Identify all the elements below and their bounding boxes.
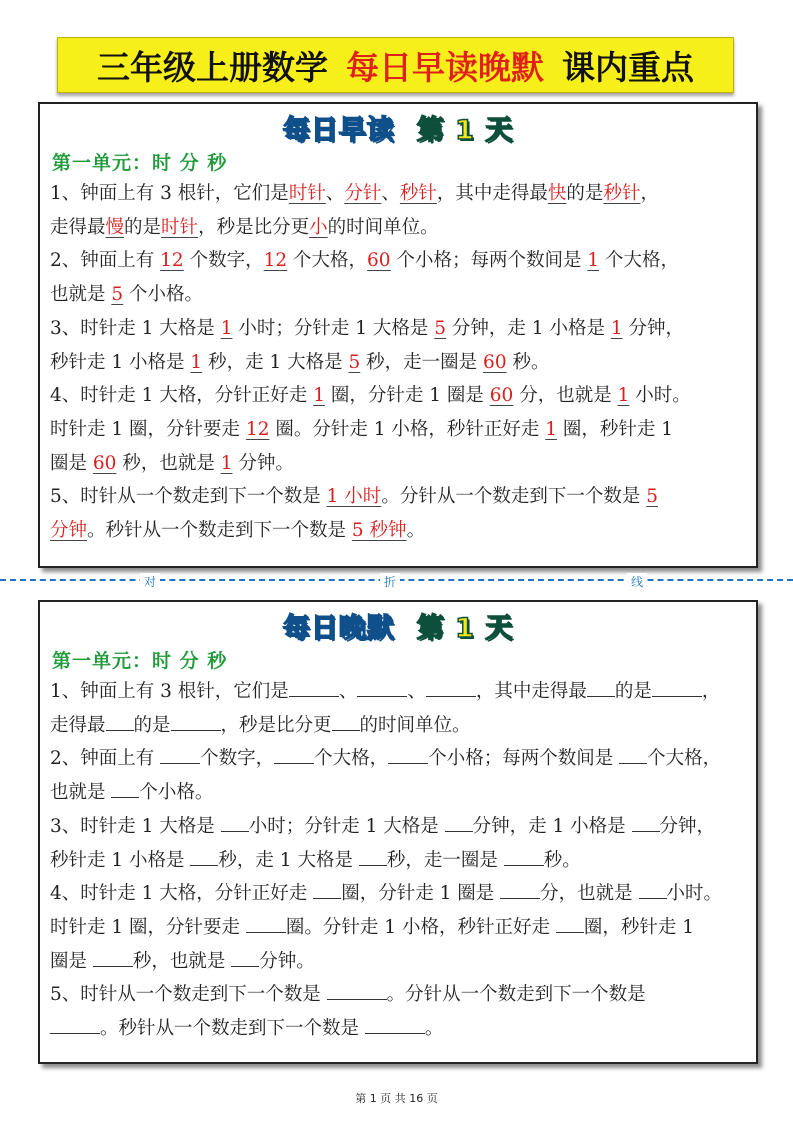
body-text: 、 (338, 681, 358, 702)
answer-text: 60 (92, 452, 117, 474)
body-text: 个小格；每两个数间是 (428, 748, 620, 770)
evening-line (50, 675, 750, 709)
answer-blank (445, 811, 473, 832)
answer-text: 分针 (344, 183, 382, 204)
body-text: 的是 (614, 681, 652, 702)
body-text: 分钟。 (259, 950, 315, 972)
body-text: 小时。 (629, 385, 691, 407)
answer-blank (221, 811, 249, 832)
body-text: 分钟。 (232, 452, 294, 474)
body-text: 2、钟面上有 (50, 250, 161, 272)
morning-box-title (40, 108, 756, 147)
answer-text: 5 (646, 486, 658, 508)
evening-line (50, 776, 750, 810)
answer-text: 1 (190, 351, 203, 373)
body-text: 1、钟面上有 3 根针，它们是 (50, 183, 289, 204)
body-text: 分钟，走 1 小格是 (446, 317, 611, 339)
body-text: 。 (424, 1018, 444, 1040)
body-text: 个小格。 (139, 782, 214, 804)
body-text: 个小格；每两个数间是 (390, 250, 588, 272)
evening-line (50, 945, 750, 979)
body-text: 圈。分针走 1 小格，秒针正好走 (269, 418, 546, 440)
morning-title-main: 每日早读 (282, 115, 395, 146)
answer-text: 5 秒钟 (351, 520, 407, 542)
morning-line (50, 480, 750, 514)
body-text: 圈，分针走 1 圈是 (324, 385, 490, 407)
answer-text: 秒针 (603, 183, 641, 204)
answer-text: 12 (160, 250, 184, 272)
answer-blank (50, 1013, 100, 1034)
answer-blank (500, 878, 540, 899)
body-text: 圈。分针走 1 小格，秒针正好走 (285, 916, 556, 938)
body-text: 。秒针从一个数走到下一个数是 (100, 1018, 365, 1040)
page-footer: 第 1 页 共 16 页 (355, 1092, 438, 1105)
body-text: 、 (325, 183, 345, 204)
body-text: 小时。 (666, 883, 723, 905)
body-text: 个小格。 (123, 284, 204, 306)
answer-text: 1 (587, 250, 600, 272)
answer-text: 60 (489, 385, 514, 407)
body-text: 秒针走 1 小格是 (50, 351, 191, 373)
body-text: 5、时针从一个数走到下一个数是 (50, 984, 327, 1006)
morning-line (50, 312, 750, 346)
body-text: 。秒针从一个数走到下一个数是 (87, 520, 352, 542)
answer-blank (274, 743, 314, 764)
body-text: 的是 (124, 216, 162, 238)
answer-blank (171, 710, 221, 731)
body-text: 个大格， (287, 250, 368, 272)
evening-line (50, 709, 750, 743)
answer-blank (619, 743, 647, 764)
answer-blank (652, 676, 702, 697)
body-text: 的是 (133, 714, 171, 736)
evening-unit-heading: 第一单元：时 分 秒 (52, 650, 228, 672)
evening-line (50, 742, 750, 776)
body-text: 走得最 (50, 714, 106, 736)
body-text: 。分针从一个数走到下一个数是 (386, 984, 646, 1006)
answer-text: 1 (545, 418, 558, 440)
answer-blank (332, 710, 360, 731)
body-text: 个数字， (200, 748, 275, 770)
morning-content (50, 177, 750, 548)
answer-blank (632, 811, 660, 832)
answer-text: 60 (483, 351, 507, 373)
answer-text: 1 (220, 317, 233, 339)
answer-blank (357, 676, 407, 697)
answer-blank (289, 676, 339, 697)
fold-label-3: 线 (627, 573, 647, 590)
body-text: 分钟，走 1 小格是 (472, 815, 632, 837)
body-text: 2、钟面上有 (50, 748, 161, 770)
body-text: 圈是 (50, 950, 93, 972)
answer-text: 快 (547, 183, 567, 204)
answer-blank (327, 979, 387, 1000)
evening-title-main: 每日晚默 (282, 613, 395, 644)
answer-text: 12 (263, 250, 288, 272)
answer-text: 1 (220, 452, 233, 474)
answer-text: 5 (348, 351, 361, 373)
answer-blank (587, 676, 615, 697)
answer-text: 慢 (105, 216, 125, 238)
evening-box-title (40, 606, 756, 645)
morning-unit-heading: 第一单元：时 分 秒 (52, 152, 228, 174)
evening-line (50, 1012, 750, 1046)
answer-text: 秒针 (399, 183, 437, 204)
answer-text: 5 (111, 284, 124, 306)
body-text: 圈，秒针走 1 (557, 418, 674, 440)
body-text: ， (640, 183, 659, 204)
answer-blank (426, 676, 476, 697)
answer-text: 5 (434, 317, 447, 339)
answer-blank (313, 878, 341, 899)
answer-blank (639, 878, 667, 899)
body-text: 小时；分针走 1 大格是 (232, 317, 435, 339)
answer-text: 60 (367, 250, 391, 272)
body-text: 秒。 (506, 351, 550, 373)
morning-line (50, 177, 750, 211)
answer-blank (106, 710, 134, 731)
body-text: 1、钟面上有 3 根针，它们是 (50, 681, 289, 702)
body-text: 的时间单位。 (359, 714, 471, 736)
answer-text: 12 (245, 418, 270, 440)
body-text: ，其中走得最 (436, 183, 548, 204)
body-text: 秒针走 1 小格是 (50, 849, 191, 871)
body-text: 、 (407, 681, 426, 702)
page-banner (57, 37, 734, 93)
answer-blank (359, 845, 387, 866)
body-text: 秒，也就是 (116, 452, 221, 474)
body-text: ， (701, 681, 721, 702)
body-text: 秒，走一圈是 (386, 849, 504, 871)
body-text: 的时间单位。 (327, 216, 439, 238)
body-text: 4、时针走 1 大格，分针正好走 (50, 385, 314, 407)
answer-text: 时针 (288, 183, 326, 204)
answer-blank (160, 743, 200, 764)
morning-reading-box (38, 102, 758, 568)
answer-text: 1 小时 (326, 486, 382, 508)
body-text: 分，也就是 (513, 385, 618, 407)
banner-title-left: 三年级上册数学 (97, 47, 328, 87)
body-text: 3、时针走 1 大格是 (50, 815, 221, 837)
body-text: 个大格， (599, 250, 680, 272)
body-text: ，秒是比分更 (220, 714, 332, 736)
body-text: 圈，秒针走 1 (583, 916, 694, 938)
morning-line (50, 447, 750, 481)
answer-blank (388, 743, 428, 764)
morning-line (50, 244, 750, 278)
morning-line (50, 379, 750, 413)
body-text: 4、时针走 1 大格，分针正好走 (50, 883, 314, 905)
body-text: 个大格， (647, 748, 722, 770)
evening-content (50, 675, 750, 1046)
banner-title-right: 课内重点 (562, 47, 694, 87)
body-text: 3、时针走 1 大格是 (50, 317, 221, 339)
body-text: 秒，走一圈是 (360, 351, 484, 373)
body-text: 秒，也就是 (132, 950, 232, 972)
evening-line (50, 810, 750, 844)
answer-text: 小 (309, 216, 328, 238)
evening-line (50, 877, 750, 911)
body-text: 。 (406, 520, 426, 542)
answer-text: 1 (610, 317, 623, 339)
body-text: 也就是 (50, 284, 112, 306)
answer-text: 时针 (161, 216, 199, 238)
evening-title-day: 第 1 天 (416, 613, 514, 644)
fold-label-1: 对 (140, 573, 160, 590)
morning-line (50, 211, 750, 245)
answer-text: 1 (313, 385, 325, 407)
body-text: 分，也就是 (540, 883, 639, 905)
fold-label-2: 折 (380, 573, 400, 590)
morning-line (50, 346, 750, 380)
body-text: 小时；分针走 1 大格是 (248, 815, 445, 837)
body-text: 圈，分针走 1 圈是 (341, 883, 501, 905)
answer-text: 1 (617, 385, 630, 407)
evening-line (50, 844, 750, 878)
morning-line (50, 278, 750, 312)
body-text: 、 (381, 183, 400, 204)
morning-title-day: 第 1 天 (416, 115, 514, 146)
body-text: ，其中走得最 (475, 681, 587, 702)
answer-blank (246, 912, 286, 933)
body-text: ，秒是比分更 (198, 216, 310, 238)
body-text: 秒，走 1 大格是 (202, 351, 349, 373)
answer-blank (556, 912, 584, 933)
body-text: 分钟， (659, 815, 716, 837)
body-text: 的是 (566, 183, 604, 204)
answer-blank (231, 946, 259, 967)
body-text: 走得最 (50, 216, 106, 238)
body-text: 。分针从一个数走到下一个数是 (381, 486, 647, 508)
banner-title-mid: 每日早读晚默 (346, 47, 544, 87)
evening-recall-box (38, 600, 758, 1064)
body-text: 分钟， (622, 317, 685, 339)
body-text: 个数字， (183, 250, 264, 272)
body-text: 秒，走 1 大格是 (218, 849, 359, 871)
body-text: 个大格， (314, 748, 389, 770)
answer-blank (365, 1013, 425, 1034)
body-text: 也就是 (50, 782, 112, 804)
body-text: 5、时针从一个数走到下一个数是 (50, 486, 327, 508)
body-text: 秒。 (543, 849, 581, 871)
answer-text: 分钟 (50, 520, 88, 542)
evening-line (50, 911, 750, 945)
evening-line (50, 978, 750, 1012)
answer-blank (504, 845, 544, 866)
answer-blank (111, 777, 139, 798)
body-text: 时针走 1 圈，分针要走 (50, 418, 246, 440)
morning-line (50, 413, 750, 447)
morning-line (50, 514, 750, 548)
answer-blank (93, 946, 133, 967)
answer-blank (190, 845, 218, 866)
body-text: 圈是 (50, 452, 93, 474)
body-text: 时针走 1 圈，分针要走 (50, 916, 246, 938)
